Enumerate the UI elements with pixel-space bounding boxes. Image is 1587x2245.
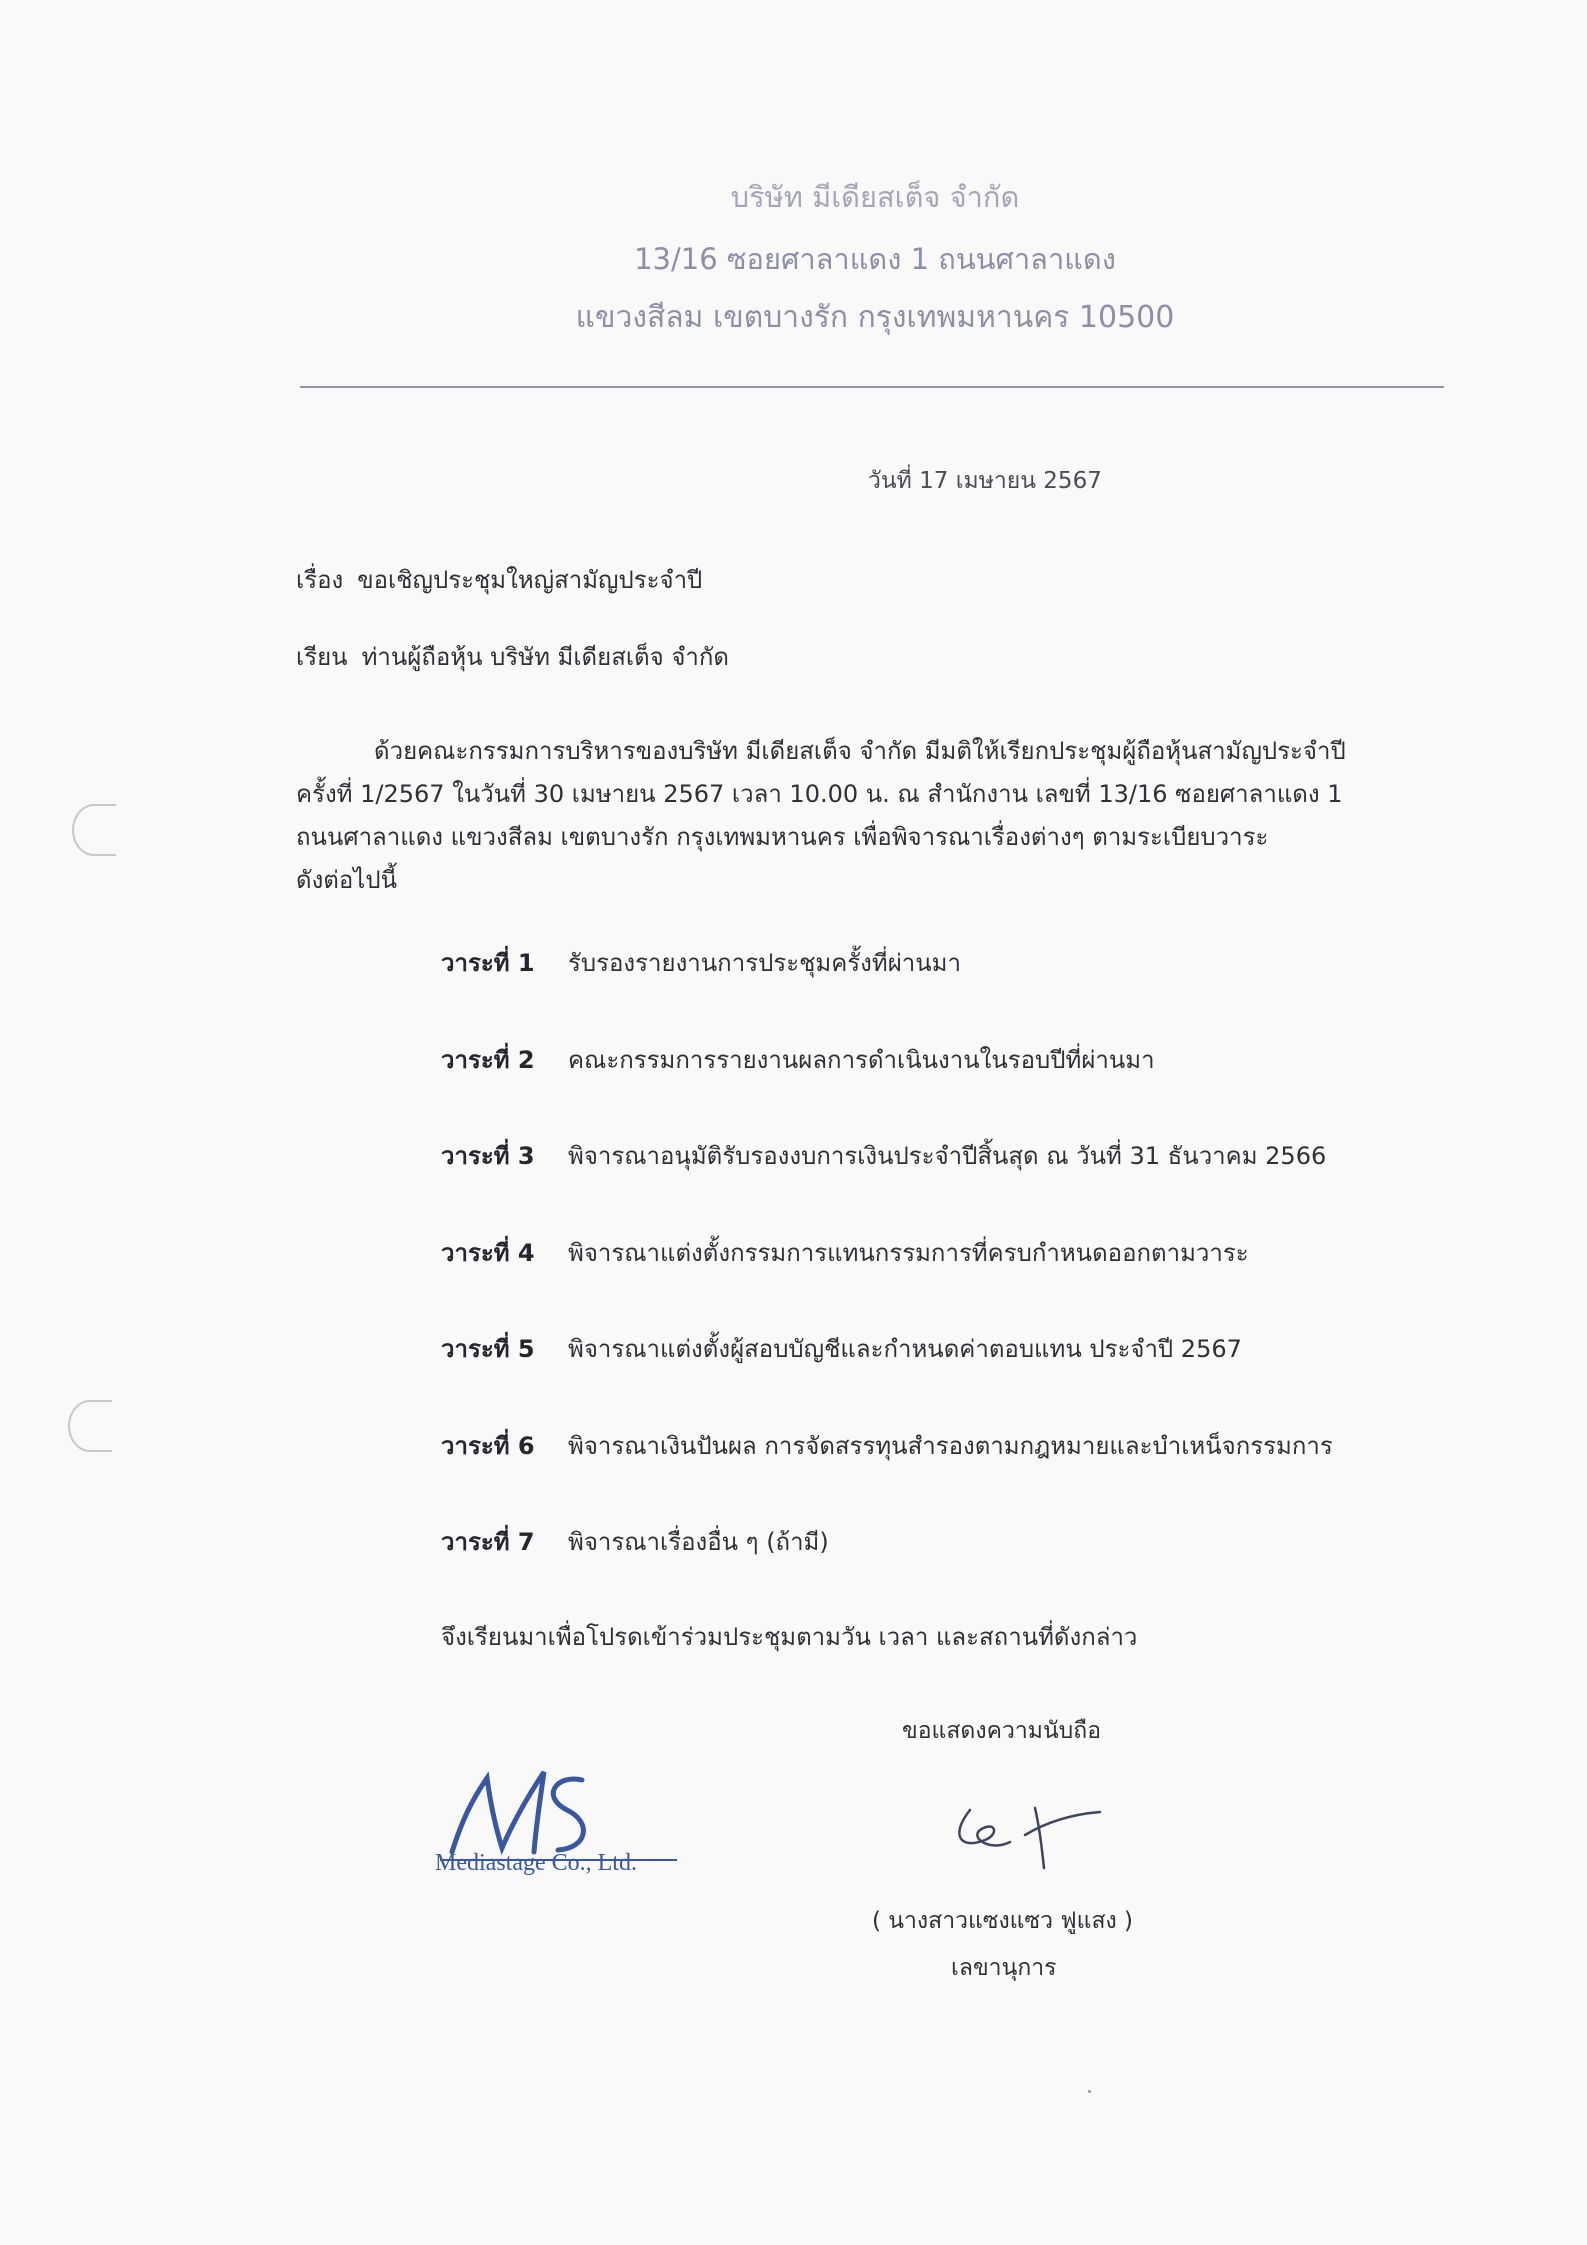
agenda-text: รับรองรายงานการประชุมครั้งที่ผ่านมา bbox=[568, 949, 961, 977]
agenda-item bbox=[441, 1522, 1401, 1619]
punch-hole bbox=[72, 804, 116, 856]
agenda-item bbox=[441, 1136, 1401, 1233]
letterhead-address-line1: 13/16 ซอยศาลาแดง 1 ถนนศาลาแดง bbox=[634, 242, 1116, 276]
body-line: ดังต่อไปนี้ bbox=[296, 866, 398, 894]
agenda-text: พิจารณาแต่งตั้งผู้สอบบัญชีและกำหนดค่าตอบแทน ประจำปี 2567 bbox=[568, 1335, 1242, 1363]
agenda-label: วาระที่ 7 bbox=[441, 1528, 535, 1556]
agenda-text: พิจารณาเงินปันผล การจัดสรรทุนสำรองตามกฎหมายและบำเหน็จกรรมการ bbox=[568, 1431, 1333, 1460]
closing-sentence: จึงเรียนมาเพื่อโปรดเข้าร่วมประชุมตามวัน เวลา และสถานที่ดังกล่าว bbox=[441, 1623, 1138, 1651]
stamp-company-name: Mediastage Co., Ltd. bbox=[435, 1850, 637, 1876]
subject-label: เรื่อง bbox=[296, 566, 344, 594]
agenda-item bbox=[441, 1426, 1401, 1523]
letterhead-company: บริษัท มีเดียสเต็จ จำกัด bbox=[730, 180, 1020, 214]
body-line: ครั้งที่ 1/2567 ในวันที่ 30 เมษายน 2567 เวลา 10.00 น. ณ สำนักงาน เลขที่ 13/16 ซอยศาลาแดง 1 bbox=[296, 780, 1343, 808]
letter-date: วันที่ 17 เมษายน 2567 bbox=[868, 468, 1102, 494]
body-line: ด้วยคณะกรรมการบริหารของบริษัท มีเดียสเต็จ จำกัด มีมติให้เรียกประชุมผู้ถือหุ้นสามัญประจำปี bbox=[374, 737, 1346, 765]
agenda-text: คณะกรรมการรายงานผลการดำเนินงานในรอบปีที่ผ่านมา bbox=[568, 1045, 1155, 1074]
recipient-text: ท่านผู้ถือหุ้น บริษัท มีเดียสเต็จ จำกัด bbox=[361, 643, 729, 671]
letterhead-address-line2: แขวงสีลม เขตบางรัก กรุงเทพมหานคร 10500 bbox=[575, 300, 1175, 335]
letterhead-divider bbox=[300, 386, 1444, 388]
signer-position: เลขานุการ bbox=[951, 1955, 1057, 1981]
recipient-line bbox=[296, 637, 729, 676]
agenda-label: วาระที่ 1 bbox=[441, 949, 535, 977]
agenda-label: วาระที่ 4 bbox=[441, 1238, 535, 1267]
agenda-label: วาระที่ 2 bbox=[441, 1045, 535, 1074]
agenda-text: พิจารณาเรื่องอื่น ๆ (ถ้ามี) bbox=[568, 1528, 829, 1556]
subject-line bbox=[296, 560, 702, 599]
agenda-text: พิจารณาอนุมัติรับรองงบการเงินประจำปีสิ้นสุด ณ วันที่ 31 ธันวาคม 2566 bbox=[568, 1142, 1327, 1170]
agenda-item bbox=[441, 1329, 1401, 1426]
agenda-label: วาระที่ 6 bbox=[441, 1431, 535, 1460]
agenda-item bbox=[441, 1233, 1401, 1330]
agenda-item bbox=[441, 1040, 1401, 1137]
subject-text: ขอเชิญประชุมใหญ่สามัญประจำปี bbox=[357, 566, 703, 594]
agenda-item bbox=[441, 943, 1401, 1040]
recipient-label: เรียน bbox=[296, 643, 348, 671]
body-paragraph bbox=[296, 730, 1381, 902]
speck bbox=[1088, 2090, 1091, 2093]
body-line: ถนนศาลาแดง แขวงสีลม เขตบางรัก กรุงเทพมหานคร เพื่อพิจารณาเรื่องต่างๆ ตามระเบียบวาระ bbox=[296, 823, 1269, 851]
agenda-list bbox=[441, 943, 1401, 1619]
agenda-label: วาระที่ 3 bbox=[441, 1142, 535, 1170]
signer-name: ( นางสาวแซงแซว ฟูแสง ) bbox=[872, 1908, 1134, 1934]
signature bbox=[940, 1790, 1120, 1870]
punch-hole bbox=[68, 1400, 112, 1452]
agenda-text: พิจารณาแต่งตั้งกรรมการแทนกรรมการที่ครบกำหนดออกตามวาระ bbox=[568, 1238, 1249, 1267]
agenda-label: วาระที่ 5 bbox=[441, 1335, 535, 1363]
regards-text: ขอแสดงความนับถือ bbox=[902, 1718, 1102, 1744]
